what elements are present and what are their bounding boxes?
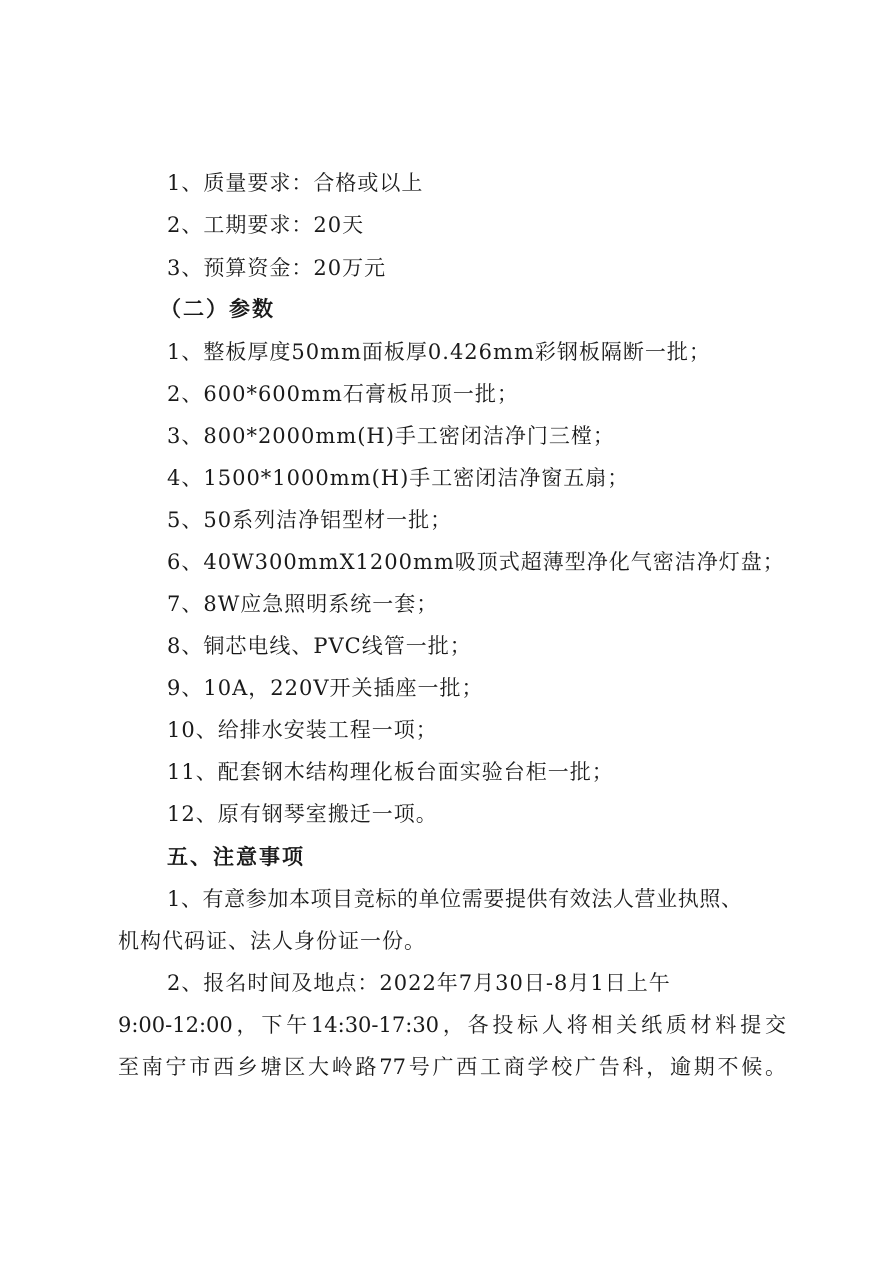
notice-item-2-line-1: 2、报名时间及地点：2022年7月30日-8月1日上午 [167, 971, 671, 995]
param-item-4: 4、1500*1000mm(H)手工密闭洁净窗五扇； [167, 466, 630, 490]
notice-item-2-line-2: 9:00-12:00，下午14:30-17:30，各投标人将相关纸质材料提交 [118, 1013, 786, 1037]
param-item-8: 8、铜芯电线、PVC线管一批； [167, 634, 472, 658]
param-item-9: 9、10A，220V开关插座一批； [167, 676, 484, 700]
notice-item-2-line-3: 至南宁市西乡塘区大岭路77号广西工商学校广告科，逾期不候。 [118, 1055, 786, 1079]
param-item-3: 3、800*2000mm(H)手工密闭洁净门三樘； [167, 424, 615, 448]
requirement-budget: 3、预算资金：20万元 [167, 256, 387, 280]
notice-heading: 五、注意事项 [167, 844, 305, 869]
requirement-duration: 2、工期要求：20天 [167, 213, 365, 237]
params-heading: （二）参数 [160, 296, 275, 321]
requirement-quality: 1、质量要求：合格或以上 [167, 171, 424, 195]
param-item-12: 12、原有钢琴室搬迁一项。 [167, 802, 438, 826]
param-item-6: 6、40W300mmX1200mm吸顶式超薄型净化气密洁净灯盘； [167, 550, 785, 574]
param-item-11: 11、配套钢木结构理化板台面实验台柜一批； [167, 760, 614, 784]
notice-item-1-line-1: 1、有意参加本项目竞标的单位需要提供有效法人营业执照、 [167, 887, 743, 911]
param-item-10: 10、给排水安装工程一项； [167, 718, 438, 742]
param-item-5: 5、50系列洁净铝型材一批； [167, 508, 453, 532]
param-item-2: 2、600*600mm石膏板吊顶一批； [167, 382, 519, 406]
param-item-1: 1、整板厚度50mm面板厚0.426mm彩钢板隔断一批； [167, 340, 711, 364]
param-item-7: 7、8W应急照明系统一套； [167, 592, 439, 616]
notice-item-1-line-2: 机构代码证、法人身份证一份。 [118, 929, 426, 953]
